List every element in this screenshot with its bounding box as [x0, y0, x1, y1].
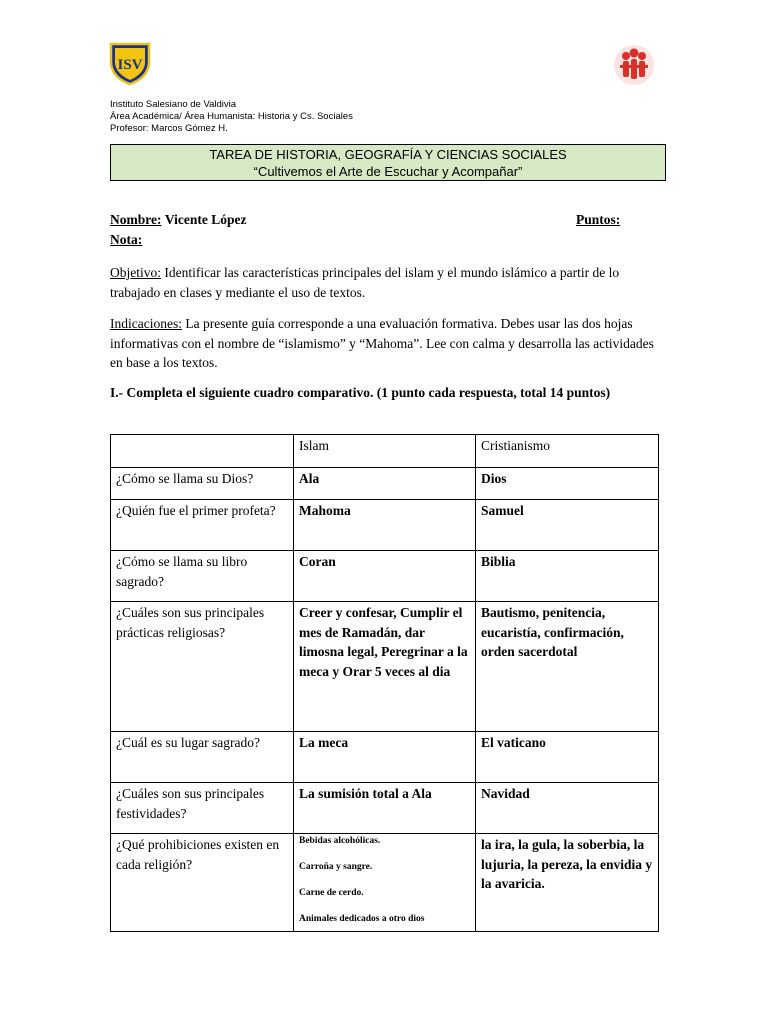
question-cell: ¿Cuáles son sus principales prácticas religiosas?	[111, 602, 294, 732]
isv-shield-icon	[107, 40, 153, 86]
table-row	[111, 834, 659, 932]
christianity-answer-cell: El vaticano	[476, 732, 659, 783]
question-cell: ¿Cuál es su lugar sagrado?	[111, 732, 294, 783]
name-label: Nombre:	[110, 212, 162, 227]
christianity-answer-cell: Biblia	[476, 551, 659, 602]
question-cell: ¿Cómo se llama su Dios?	[111, 468, 294, 500]
section-1-title: I.- Completa el siguiente cuadro comparativo. (1 punto cada respuesta, total 14 puntos)	[110, 385, 611, 400]
prohibitions-list	[299, 835, 470, 926]
svg-text:ISV: ISV	[117, 57, 143, 73]
list-item: Bebidas alcohólicas.	[299, 836, 381, 846]
comparison-table	[110, 434, 659, 932]
list-item: Carne de cerdo.	[299, 888, 364, 898]
header-cell-empty	[111, 435, 294, 468]
islam-answer-cell: Mahoma	[294, 500, 476, 551]
list-item: Animales dedicados a otro dios	[299, 914, 425, 924]
header-cell-islam: Islam	[294, 435, 476, 468]
document-header	[110, 99, 353, 135]
table-row	[111, 783, 659, 834]
name-value: Vicente López	[164, 212, 247, 227]
instructions-label: Indicaciones:	[110, 316, 182, 331]
academic-area: Área Académica/ Área Humanista: Historia y Cs. Sociales	[110, 111, 353, 122]
table-row	[111, 500, 659, 551]
objective-paragraph	[110, 263, 660, 302]
school-logo	[107, 40, 153, 86]
islam-answer-cell: La sumisión total a Ala	[294, 783, 476, 834]
table-row	[111, 602, 659, 732]
points-label: Puntos:	[576, 212, 621, 227]
question-cell: ¿Cuáles son sus principales festividades?	[111, 783, 294, 834]
objective-text: Identificar las características principales del islam y el mundo islámico a partir de lo trabajado en clases y mediante el uso de textos.	[110, 265, 620, 300]
table-header-row	[111, 435, 659, 468]
islam-answer-cell: Creer y confesar, Cumplir el mes de Ramadán, dar limosna legal, Peregrinar a la meca y Orar 5 veces al dia	[294, 602, 476, 732]
header-cell-christianity: Cristianismo	[476, 435, 659, 468]
christianity-answer-cell: Bautismo, penitencia, eucaristía, confirmación, orden sacerdotal	[476, 602, 659, 732]
salesian-logo	[610, 44, 658, 86]
christianity-answer-cell: Navidad	[476, 783, 659, 834]
grade-label: Nota:	[110, 232, 143, 247]
islam-answer-cell: Coran	[294, 551, 476, 602]
title-subtitle: “Cultivemos el Arte de Escuchar y Acompañar”	[253, 164, 523, 179]
title-box	[110, 144, 666, 181]
table-row	[111, 551, 659, 602]
question-cell: ¿Cómo se llama su libro sagrado?	[111, 551, 294, 602]
islam-answer-cell: La meca	[294, 732, 476, 783]
instructions-text: La presente guía corresponde a una evaluación formativa. Debes usar las dos hojas informativas con el nombre de “islamismo” y “Mahoma”. Lee con calma y desarrolla las actividades en base a los textos.	[110, 316, 654, 370]
instructions-paragraph	[110, 314, 660, 373]
institution-name: Instituto Salesiano de Valdivia	[110, 99, 237, 110]
student-name-row	[110, 212, 246, 228]
islam-answer-cell: Ala	[294, 468, 476, 500]
christianity-answer-cell: Samuel	[476, 500, 659, 551]
objective-label: Objetivo:	[110, 265, 161, 280]
christianity-answer-cell: Dios	[476, 468, 659, 500]
title-main: TAREA DE HISTORIA, GEOGRAFÍA Y CIENCIAS SOCIALES	[209, 147, 567, 162]
christianity-answer-cell: la ira, la gula, la soberbia, la lujuria, la pereza, la envidia y la avaricia.	[476, 834, 659, 932]
question-cell: ¿Qué prohibiciones existen en cada religión?	[111, 834, 294, 932]
salesian-family-icon	[610, 44, 658, 86]
table-row	[111, 468, 659, 500]
list-item: Carroña y sangre.	[299, 862, 373, 872]
table-row	[111, 732, 659, 783]
question-cell: ¿Quién fue el primer profeta?	[111, 500, 294, 551]
islam-answer-cell	[294, 834, 476, 932]
teacher-name: Profesor: Marcos Gómez H.	[110, 123, 228, 134]
